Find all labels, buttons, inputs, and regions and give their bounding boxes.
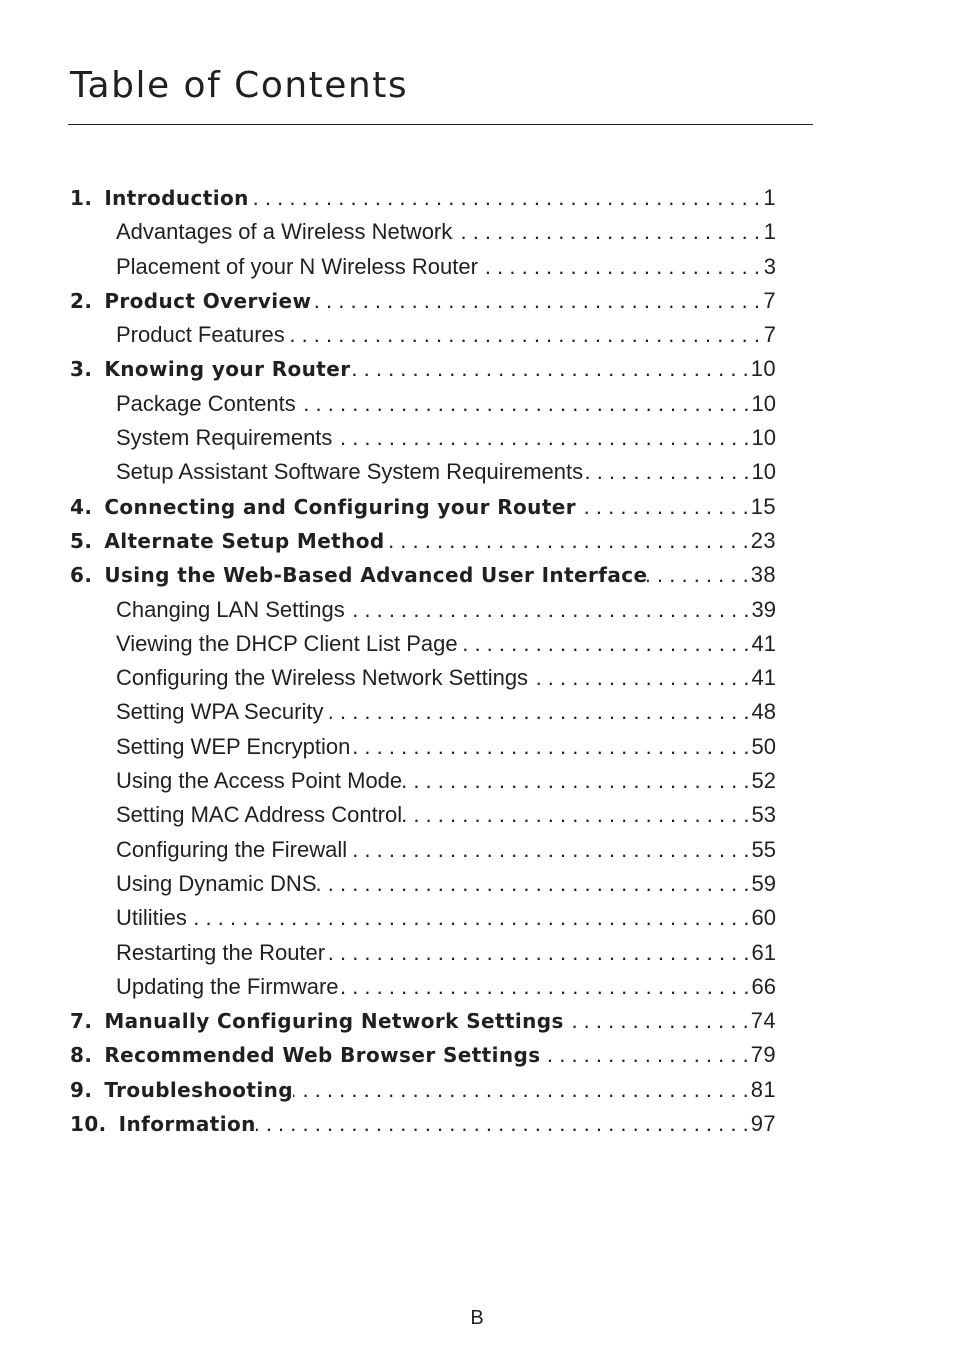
toc-entry-page: 3 bbox=[763, 253, 776, 279]
toc-entry-number: 9. bbox=[70, 1077, 93, 1102]
toc-dot-leader bbox=[325, 936, 751, 970]
toc-chapter-entry[interactable] bbox=[70, 558, 776, 592]
toc-section-entry[interactable] bbox=[70, 798, 776, 832]
toc-entry-page: 38 bbox=[750, 562, 776, 588]
toc-entry-page: 48 bbox=[751, 699, 776, 725]
toc-dot-leader bbox=[583, 455, 751, 489]
toc-dot-leader bbox=[541, 1038, 751, 1072]
toc-entry-page: 66 bbox=[751, 973, 776, 999]
toc-section-entry[interactable] bbox=[70, 730, 776, 764]
toc-entry-page: 10 bbox=[751, 425, 776, 451]
toc-section-entry[interactable] bbox=[70, 764, 776, 798]
toc-entry-title: Advantages of a Wireless Network bbox=[116, 219, 453, 245]
toc-chapter-entry[interactable] bbox=[70, 181, 776, 215]
toc-entry-title: Configuring the Firewall bbox=[116, 836, 348, 862]
toc-entry-number: 3. bbox=[70, 357, 93, 382]
toc-entry-number: 4. bbox=[70, 494, 93, 519]
toc-dot-leader bbox=[339, 970, 752, 1004]
toc-section-entry[interactable] bbox=[70, 421, 776, 455]
toc-entry-title: Manually Configuring Network Settings bbox=[104, 1009, 564, 1034]
toc-entry-title: Changing LAN Settings bbox=[116, 596, 345, 622]
toc-dot-leader bbox=[323, 695, 751, 729]
toc-section-entry[interactable] bbox=[70, 387, 776, 421]
toc-entry-title: Using Dynamic DNS bbox=[116, 870, 317, 896]
toc-entry-number: 2. bbox=[70, 288, 93, 313]
toc-section-entry[interactable] bbox=[70, 215, 776, 249]
toc-dot-leader bbox=[458, 627, 752, 661]
toc-entry-page: 79 bbox=[750, 1042, 776, 1068]
toc-dot-leader bbox=[347, 833, 751, 867]
toc-entry-page: 81 bbox=[750, 1076, 776, 1102]
toc-entry-number: 1. bbox=[70, 186, 93, 210]
page-number-footer: B bbox=[470, 1307, 484, 1329]
toc-chapter-entry[interactable] bbox=[70, 490, 776, 524]
toc-dot-leader bbox=[285, 318, 762, 352]
toc-entry-page: 55 bbox=[751, 836, 776, 862]
toc-entry-title: Product Features bbox=[116, 322, 285, 348]
toc-entry-page: 97 bbox=[750, 1111, 776, 1137]
toc-entry-page: 39 bbox=[751, 596, 776, 622]
toc-entry-page: 61 bbox=[751, 939, 776, 965]
toc-entry-page: 23 bbox=[750, 527, 776, 553]
toc-entry-title: Setting WPA Security bbox=[116, 699, 324, 725]
toc-entry-page: 10 bbox=[751, 459, 776, 485]
toc-entry-title: Using the Web-Based Advanced User Interface bbox=[104, 563, 648, 588]
toc-entry-title: Viewing the DHCP Client List Page bbox=[116, 630, 458, 656]
toc-dot-leader bbox=[187, 901, 752, 935]
toc-dot-leader bbox=[311, 284, 762, 318]
toc-dot-leader bbox=[350, 730, 751, 764]
toc-dot-leader bbox=[317, 867, 752, 901]
toc-chapter-entry[interactable] bbox=[70, 1073, 776, 1107]
toc-entry-title: Package Contents bbox=[116, 390, 296, 416]
toc-entry-title: Alternate Setup Method bbox=[104, 528, 385, 553]
toc-entry-page: 15 bbox=[750, 493, 776, 519]
toc-dot-leader bbox=[249, 181, 762, 215]
toc-entry-number: 10. bbox=[70, 1112, 107, 1137]
toc-dot-leader bbox=[478, 250, 762, 284]
toc-dot-leader bbox=[647, 558, 750, 592]
toc-entry-page: 10 bbox=[751, 390, 776, 416]
toc-entry-page: 41 bbox=[751, 665, 776, 691]
toc-dot-leader bbox=[350, 352, 750, 386]
toc-dot-leader bbox=[332, 421, 751, 455]
toc-chapter-entry[interactable] bbox=[70, 524, 776, 558]
toc-entry-page: 7 bbox=[763, 322, 776, 348]
toc-entry-page: 1 bbox=[763, 219, 776, 245]
toc-entry-number: 6. bbox=[70, 563, 93, 588]
toc-chapter-entry[interactable] bbox=[70, 352, 776, 386]
toc-entry-title: Connecting and Configuring your Router bbox=[104, 494, 577, 519]
toc-entry-title: Knowing your Router bbox=[104, 357, 351, 382]
toc-entry-title: Introduction bbox=[104, 186, 249, 210]
toc-entry-page: 74 bbox=[750, 1008, 776, 1034]
page-title: Table of Contents bbox=[70, 65, 409, 106]
title-divider bbox=[68, 124, 813, 125]
toc-entry-page: 50 bbox=[751, 733, 776, 759]
table-of-contents bbox=[70, 181, 776, 1141]
toc-entry-title: System Requirements bbox=[116, 425, 333, 451]
toc-chapter-entry[interactable] bbox=[70, 284, 776, 318]
toc-entry-number: 5. bbox=[70, 528, 93, 553]
toc-entry-title: Restarting the Router bbox=[116, 939, 326, 965]
toc-section-entry[interactable] bbox=[70, 695, 776, 729]
toc-section-entry[interactable] bbox=[70, 661, 776, 695]
toc-entry-title: Setup Assistant Software System Requirements bbox=[116, 459, 584, 485]
toc-entry-title: Setting MAC Address Control bbox=[116, 802, 403, 828]
toc-entry-page: 41 bbox=[751, 630, 776, 656]
toc-dot-leader bbox=[564, 1004, 751, 1038]
toc-entry-title: Configuring the Wireless Network Settings bbox=[116, 665, 529, 691]
toc-entry-number: 7. bbox=[70, 1009, 93, 1034]
toc-entry-page: 7 bbox=[763, 287, 776, 313]
toc-dot-leader bbox=[402, 798, 751, 832]
toc-section-entry[interactable] bbox=[70, 593, 776, 627]
toc-entry-title: Using the Access Point Mode bbox=[116, 768, 403, 794]
toc-entry-page: 52 bbox=[751, 768, 776, 794]
toc-section-entry[interactable] bbox=[70, 627, 776, 661]
toc-chapter-entry[interactable] bbox=[70, 1004, 776, 1038]
toc-entry-page: 1 bbox=[763, 185, 776, 210]
toc-dot-leader bbox=[576, 490, 751, 524]
toc-dot-leader bbox=[452, 215, 762, 249]
toc-dot-leader bbox=[293, 1073, 751, 1107]
toc-dot-leader bbox=[385, 524, 751, 558]
toc-entry-title: Product Overview bbox=[104, 288, 312, 313]
toc-section-entry[interactable] bbox=[70, 867, 776, 901]
toc-dot-leader bbox=[402, 764, 751, 798]
toc-chapter-entry[interactable] bbox=[70, 1038, 776, 1072]
toc-entry-title: Utilities bbox=[116, 905, 187, 931]
toc-entry-title: Troubleshooting bbox=[104, 1077, 293, 1102]
toc-entry-page: 53 bbox=[751, 802, 776, 828]
toc-section-entry[interactable] bbox=[70, 970, 776, 1004]
toc-entry-title: Placement of your N Wireless Router bbox=[116, 253, 478, 279]
toc-section-entry[interactable] bbox=[70, 901, 776, 935]
toc-dot-leader bbox=[296, 387, 752, 421]
toc-entry-page: 60 bbox=[751, 905, 776, 931]
toc-entry-title: Recommended Web Browser Settings bbox=[104, 1043, 541, 1068]
toc-dot-leader bbox=[345, 593, 752, 627]
toc-section-entry[interactable] bbox=[70, 250, 776, 284]
toc-entry-title: Setting WEP Encryption bbox=[116, 733, 351, 759]
toc-entry-number: 8. bbox=[70, 1043, 93, 1068]
toc-entry-title: Information bbox=[118, 1112, 256, 1137]
toc-entry-page: 10 bbox=[750, 356, 776, 382]
toc-entry-page: 59 bbox=[751, 870, 776, 896]
toc-section-entry[interactable] bbox=[70, 455, 776, 489]
toc-dot-leader bbox=[528, 661, 751, 695]
toc-chapter-entry[interactable] bbox=[70, 1107, 776, 1141]
toc-section-entry[interactable] bbox=[70, 833, 776, 867]
toc-section-entry[interactable] bbox=[70, 936, 776, 970]
toc-entry-title: Updating the Firmware bbox=[116, 973, 339, 999]
toc-dot-leader bbox=[256, 1107, 751, 1141]
toc-section-entry[interactable] bbox=[70, 318, 776, 352]
